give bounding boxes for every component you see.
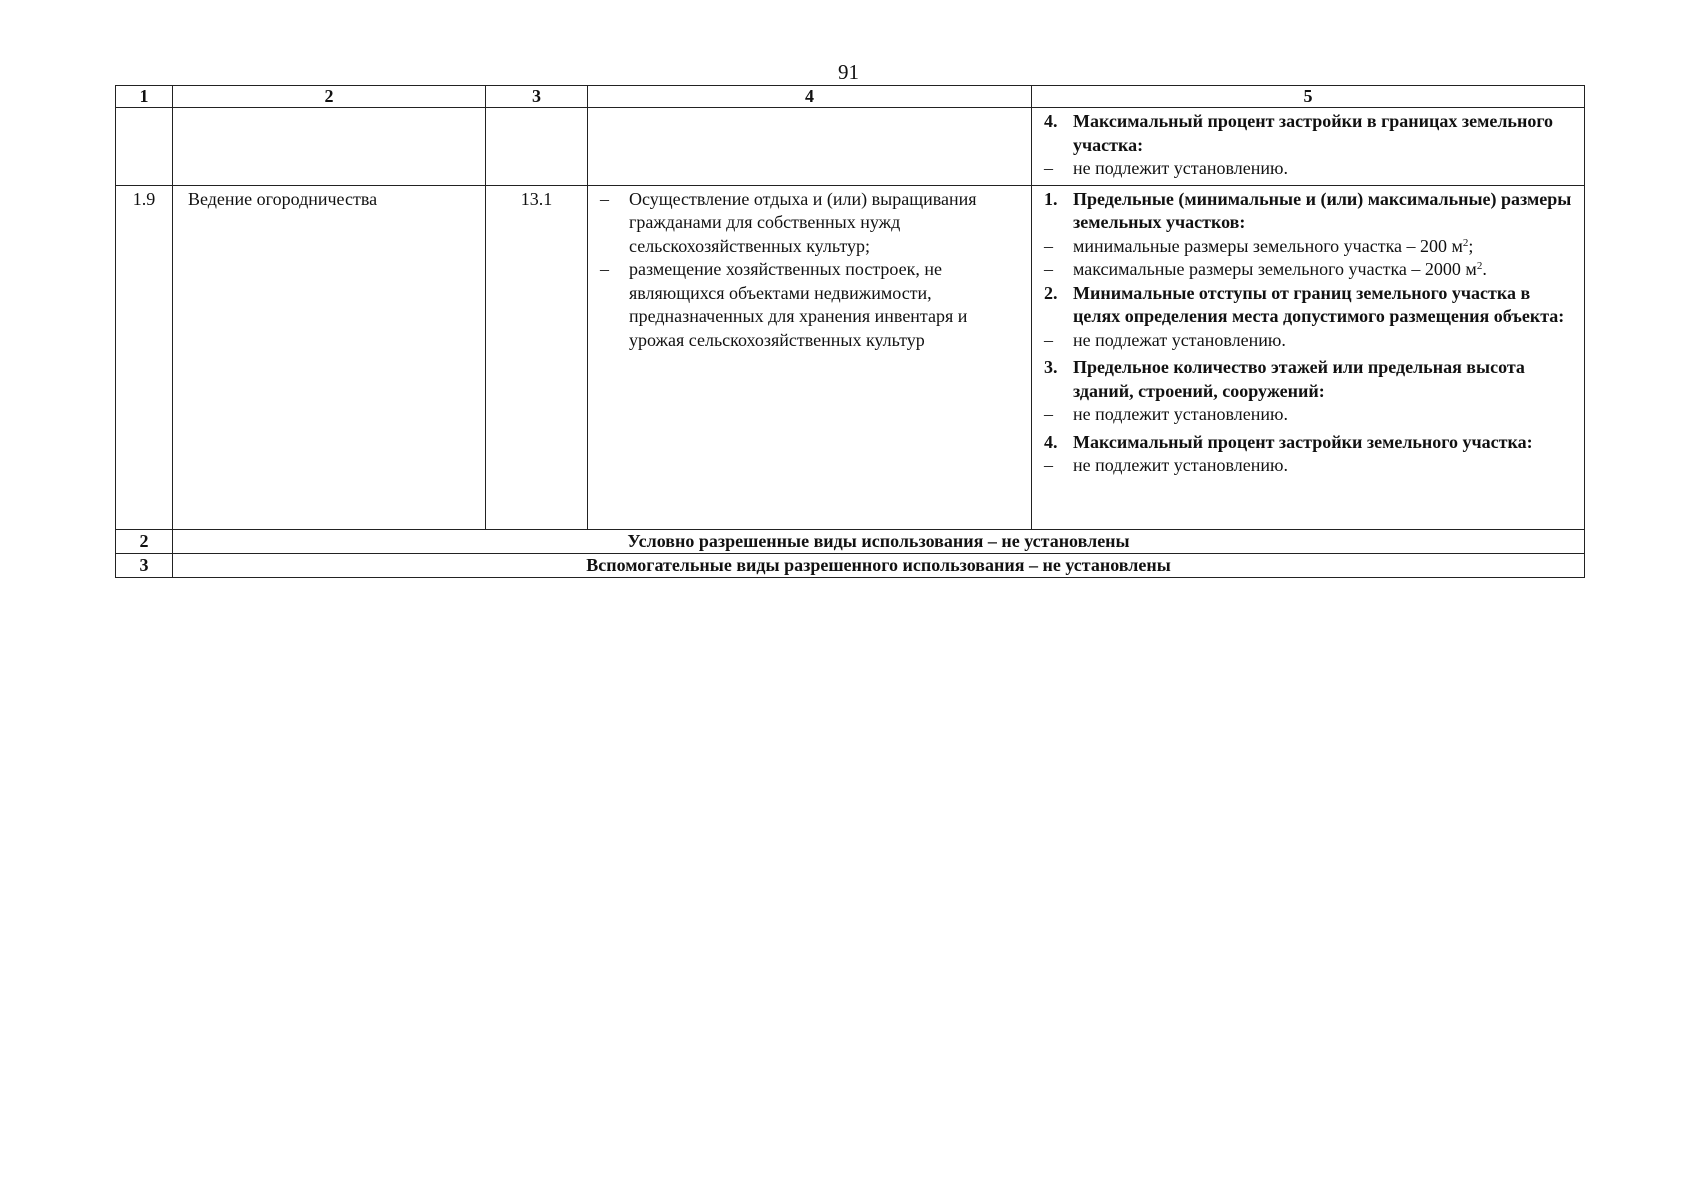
list-marker: 2.	[1044, 282, 1058, 303]
parameter-heading: Максимальный процент застройки земельного участка:	[1073, 431, 1533, 452]
page-number: 91	[838, 60, 859, 84]
description-cell	[588, 185, 1032, 529]
section-number-cell: 2	[116, 529, 173, 553]
use-code-cell	[486, 108, 588, 186]
list-marker: –	[1044, 259, 1053, 279]
list-item	[1044, 403, 1576, 427]
list-marker: –	[1044, 329, 1053, 350]
parameters-cell	[1032, 108, 1585, 186]
list-item	[1044, 188, 1576, 235]
section-row	[116, 553, 1585, 577]
column-header: 5	[1032, 86, 1585, 108]
list-item	[1044, 235, 1576, 259]
list-marker: 4.	[1044, 431, 1058, 452]
parameter-value: не подлежат установлению.	[1073, 329, 1286, 350]
description-text: размещение хозяйственных построек, не являющихся объектами недвижимости, предназначенных для хранения инвентаря и урожая сельскохозяйственных культур	[629, 259, 968, 350]
list-item	[1044, 454, 1576, 478]
description-text: Осуществление отдыха и (или) выращивания гражданами для собственных нужд сельскохозяйственных культур;	[629, 188, 977, 256]
column-header: 2	[173, 86, 486, 108]
list-item	[1044, 356, 1576, 403]
section-text-cell: Вспомогательные виды разрешенного использования – не установлены	[173, 553, 1585, 577]
parameter-heading: Предельные (минимальные и (или) максимальные) размеры земельных участков:	[1073, 188, 1572, 232]
parameter-value	[1073, 258, 1576, 282]
superscript: 2	[1476, 260, 1483, 272]
list-marker: 4.	[1044, 111, 1058, 131]
use-name-cell: Ведение огородничества	[173, 185, 486, 529]
list-item	[600, 188, 1025, 259]
value-text: минимальные размеры земельного участка – 200 м	[1073, 235, 1463, 256]
list-item	[600, 258, 1025, 352]
column-header: 3	[486, 86, 588, 108]
section-text-cell: Условно разрешенные виды использования – не установлены	[173, 529, 1585, 553]
list-marker: –	[600, 259, 609, 279]
table-header-row	[116, 86, 1585, 108]
list-marker: –	[1044, 455, 1053, 475]
use-name-cell	[173, 108, 486, 186]
list-item	[1044, 431, 1576, 455]
parameter-value	[1073, 235, 1576, 259]
table-row	[116, 108, 1585, 186]
section-row	[116, 529, 1585, 553]
list-item	[1044, 110, 1576, 157]
land-use-regulations-table	[115, 85, 1585, 578]
list-marker: 1.	[1044, 188, 1058, 209]
list-item	[1044, 258, 1576, 282]
section-number-cell: 3	[116, 553, 173, 577]
description-cell	[588, 108, 1032, 186]
list-item	[1044, 157, 1576, 181]
row-number-cell: 1.9	[116, 185, 173, 529]
list-marker: –	[1044, 404, 1053, 424]
value-text: максимальные размеры земельного участка – 2000 м	[1073, 259, 1477, 279]
parameter-value: не подлежит установлению.	[1073, 455, 1288, 475]
list-marker: –	[1044, 235, 1053, 256]
use-code-cell: 13.1	[486, 185, 588, 529]
value-tail: ;	[1468, 235, 1474, 256]
list-marker: –	[1044, 158, 1053, 178]
table-row	[116, 185, 1585, 529]
row-number-cell	[116, 108, 173, 186]
parameters-cell	[1032, 185, 1585, 529]
parameter-heading: Предельное количество этажей или предельная высота зданий, строений, сооружений:	[1073, 357, 1525, 401]
value-tail: .	[1482, 259, 1487, 279]
column-header: 1	[116, 86, 173, 108]
parameter-heading: Максимальный процент застройки в границах земельного участка:	[1073, 111, 1554, 155]
list-item	[1044, 282, 1576, 329]
list-marker: –	[600, 188, 609, 209]
superscript: 2	[1462, 236, 1469, 249]
column-header: 4	[588, 86, 1032, 108]
list-item	[1044, 329, 1576, 353]
parameter-value: не подлежит установлению.	[1073, 158, 1288, 178]
parameter-heading: Минимальные отступы от границ земельного участка в целях определения места допустимого размещения объекта:	[1073, 282, 1565, 326]
parameter-value: не подлежит установлению.	[1073, 404, 1288, 424]
list-marker: 3.	[1044, 357, 1058, 377]
